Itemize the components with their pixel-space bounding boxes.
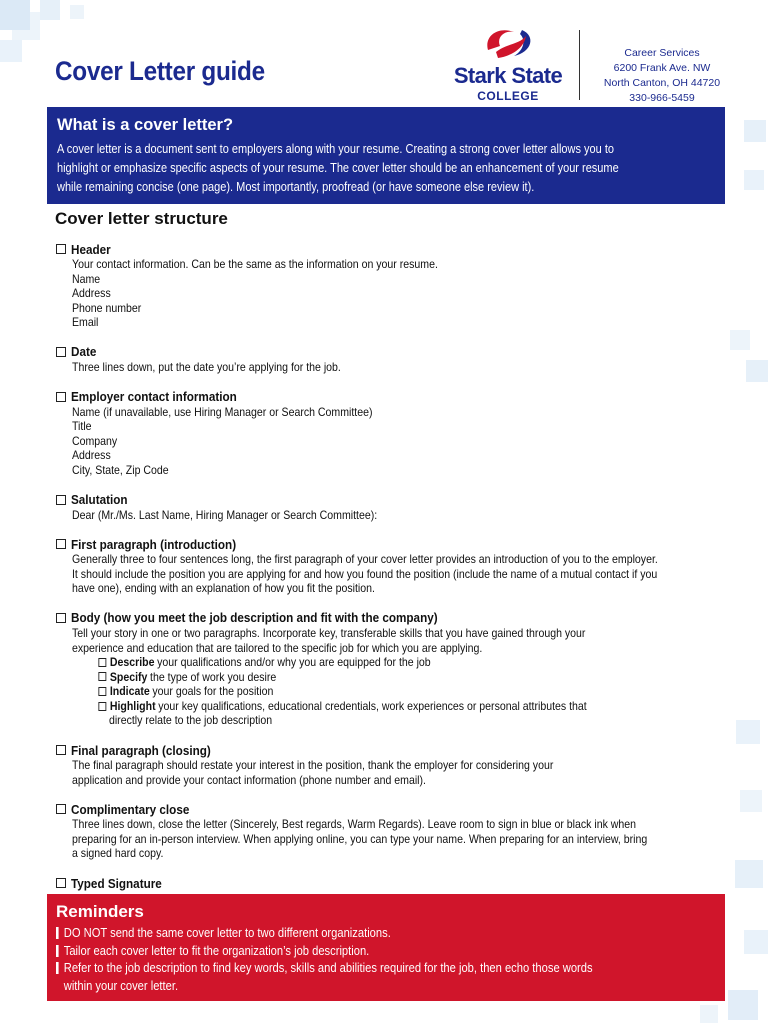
structure-section: [56, 875, 770, 891]
checkbox-icon: [56, 745, 66, 755]
reminder-text: DO NOT send the same cover letter to two different organizations.: [63, 925, 391, 940]
checkbox-icon: [56, 495, 66, 505]
reminder-text: Tailor each cover letter to fit the organization’s job description.: [63, 942, 370, 958]
checkbox-icon: [56, 244, 66, 254]
contact-line: Career Services: [624, 47, 700, 59]
checkbox-icon: [98, 658, 106, 667]
contact-block: [596, 46, 728, 106]
checkbox-icon: [56, 392, 66, 402]
sub-item-keyword: Specify: [109, 669, 148, 684]
section-header: [56, 389, 770, 405]
intro-box: [47, 107, 725, 204]
logo-subtitle: COLLEGE: [477, 89, 539, 103]
contact-line: 6200 Frank Ave. NW: [613, 62, 711, 74]
section-line: Phone number: [72, 300, 142, 315]
section-label: Body (how you meet the job description and fit with the company): [71, 610, 438, 626]
section-body: [72, 360, 706, 375]
reminder-text: Refer to the job description to find key words, skills and abilities required for the job, then echo those words: [63, 960, 593, 975]
bullet-bar-icon: [56, 962, 59, 974]
structure-section: [56, 610, 770, 728]
reminders-box: [47, 894, 725, 1001]
logo-wordmark: Stark State: [453, 63, 563, 88]
intro-heading: What is a cover letter?: [57, 116, 234, 134]
section-body: [72, 508, 706, 523]
section-line: The final paragraph should restate your interest in the position, thank the employer for considering your: [72, 758, 554, 773]
structure-section: [56, 492, 770, 523]
section-header: [56, 610, 770, 626]
sub-item-text: your key qualifications, educational credentials, work experiences or personal attributes that: [158, 698, 587, 713]
sub-item-text: your qualifications and/or why you are equipped for the job: [157, 655, 431, 670]
sub-item: [98, 699, 705, 714]
structure-section: [56, 801, 770, 861]
section-line: Name: [72, 271, 101, 286]
section-line: Dear (Mr./Ms. Last Name, Hiring Manager or Search Committee):: [72, 507, 378, 522]
reminders-list: [56, 924, 692, 994]
checkbox-icon: [56, 347, 66, 357]
intro-text: [57, 140, 708, 197]
section-header: [56, 241, 770, 257]
checkbox-icon: [56, 613, 66, 623]
structure-list: [56, 241, 770, 891]
intro-line: A cover letter is a document sent to employers along with your resume. Creating a strong cover letter allows you to: [57, 142, 614, 156]
reminders-heading: Reminders: [56, 902, 144, 921]
sub-item: [98, 655, 705, 670]
reminder-item: [56, 942, 692, 960]
section-line: Title: [72, 419, 92, 434]
contact-line: North Canton, OH 44720: [603, 77, 721, 89]
checkbox-icon: [98, 672, 106, 681]
section-line: experience and education that are tailored to the specific job for which you are applying.: [72, 640, 483, 655]
section-line: City, State, Zip Code: [72, 462, 169, 477]
section-header: [56, 801, 770, 817]
header-divider: [579, 30, 580, 100]
reminder-item: [56, 924, 692, 942]
reminder-item: [56, 959, 692, 977]
section-body: [72, 257, 706, 330]
section-label: Complimentary close: [71, 801, 190, 817]
structure-section: [56, 241, 770, 330]
reminder-continuation: within your cover letter.: [63, 977, 179, 993]
section-body: [72, 626, 706, 728]
section-body: [72, 552, 706, 596]
section-label: First paragraph (introduction): [71, 536, 237, 552]
sub-item: [98, 684, 705, 699]
section-header: [56, 344, 770, 360]
structure-section: [56, 344, 770, 375]
sub-item-text: your goals for the position: [152, 684, 274, 699]
checkbox-icon: [56, 804, 66, 814]
section-label: Employer contact information: [71, 389, 237, 405]
contact-line: 330-966-5459: [629, 92, 695, 104]
section-line: have one), ending with an explanation of how you fit the position.: [72, 581, 375, 596]
sub-item-keyword: Describe: [109, 655, 155, 670]
sub-item-continuation: directly relate to the job description: [108, 713, 273, 728]
section-line: Three lines down, put the date you’re applying for the job.: [72, 359, 341, 374]
intro-line: highlight or emphasize specific aspects of your resume. The cover letter should be an enhancement of your resume: [57, 161, 619, 175]
section-label: Date: [71, 344, 97, 360]
section-line: Three lines down, close the letter (Sincerely, Best regards, Warm Regards). Leave room to sign in blue or black ink when: [72, 817, 637, 832]
page-title: Cover Letter guide: [55, 56, 265, 86]
section-line: Tell your story in one or two paragraphs. Incorporate key, transferable skills that you have gained through your: [72, 625, 586, 640]
section-body: [72, 758, 706, 787]
section-label: Salutation: [71, 492, 128, 508]
section-line: application and provide your contact information (phone number and email).: [72, 772, 426, 787]
section-label: Final paragraph (closing): [71, 742, 211, 758]
section-line: Address: [72, 286, 111, 301]
section-line: It should include the position you are applying for and how you found the position (include the name of a mutual contact if you: [72, 566, 658, 581]
intro-line: while remaining concise (one page). Most importantly, proofread (or have someone else review it).: [57, 180, 535, 194]
section-line: preparing for an in-person interview. When applying online, you can type your name. When preparing for an interview, bring: [72, 831, 648, 846]
structure-heading: Cover letter structure: [55, 209, 228, 228]
section-line: Email: [72, 315, 99, 330]
section-line: Company: [72, 433, 118, 448]
bullet-bar-icon: [56, 927, 59, 939]
section-body: [72, 405, 706, 478]
structure-section: [56, 389, 770, 478]
sub-item-keyword: Indicate: [109, 684, 150, 699]
section-header: [56, 536, 770, 552]
checkbox-icon: [98, 687, 106, 696]
section-label: Typed Signature: [71, 875, 162, 891]
checkbox-icon: [56, 539, 66, 549]
checkbox-icon: [98, 702, 106, 711]
section-header: [56, 742, 770, 758]
structure-section: [56, 536, 770, 596]
structure-section: [56, 742, 770, 787]
section-body: [72, 817, 706, 861]
section-label: Header: [71, 241, 111, 257]
section-line: Address: [72, 448, 111, 463]
section-header: [56, 492, 770, 508]
section-header: [56, 875, 770, 891]
sub-item: [98, 670, 705, 685]
section-line: a signed hard copy.: [72, 846, 164, 861]
section-line: Name (if unavailable, use Hiring Manager or Search Committee): [72, 404, 373, 419]
sub-item-keyword: Highlight: [109, 698, 156, 713]
section-line: Your contact information. Can be the same as the information on your resume.: [72, 257, 438, 271]
section-line: Generally three to four sentences long, the first paragraph of your cover letter provides an introduction of you to the employer.: [72, 552, 658, 567]
bullet-bar-icon: [56, 945, 59, 957]
checkbox-icon: [56, 878, 66, 888]
sub-item-text: the type of work you desire: [150, 669, 277, 684]
